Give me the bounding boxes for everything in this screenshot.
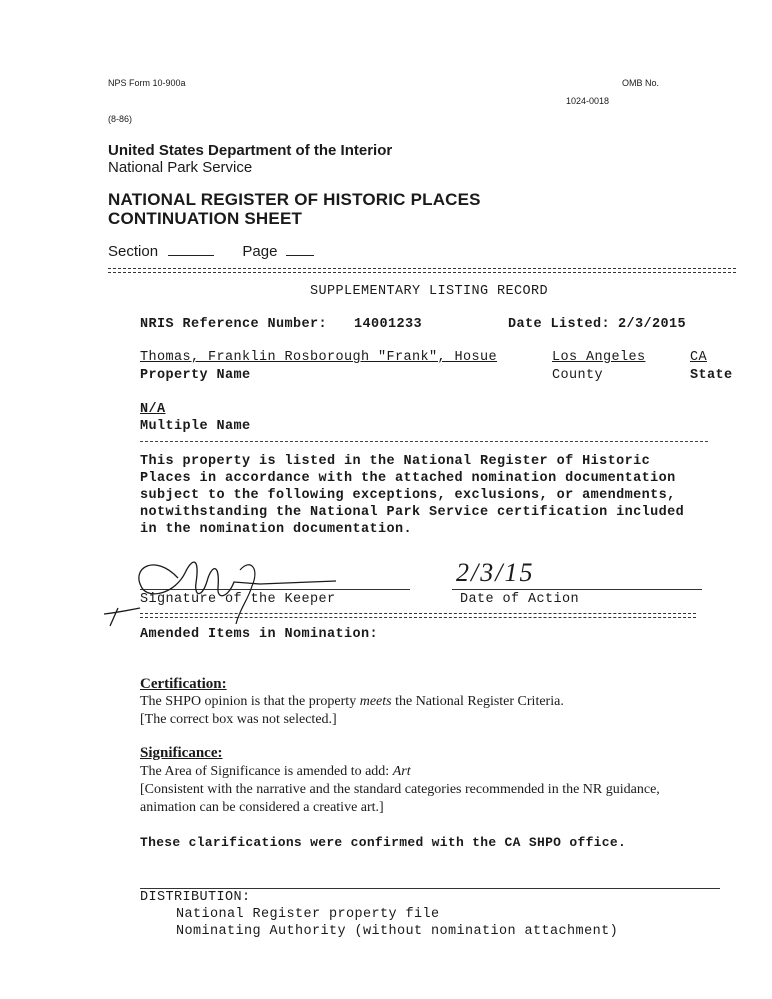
significance-heading: Significance: [140, 745, 223, 761]
property-name-value: Thomas, Franklin Rosborough "Frank", Hosue [140, 350, 498, 365]
date-signature-line [452, 589, 702, 590]
form-number: NPS Form 10-900a [108, 78, 186, 88]
page-blank [286, 243, 314, 256]
page-subtitle: CONTINUATION SHEET [108, 209, 303, 228]
statement-line-5: in the nomination documentation. [140, 522, 413, 537]
distribution-item-1: National Register property file [176, 907, 440, 922]
significance-line-3: animation can be considered a creative art.] [140, 800, 384, 815]
state-label: State [690, 368, 733, 383]
significance-line-1: The Area of Significance is amended to add: Art [140, 764, 411, 779]
handwritten-date: 2/3/15 [456, 558, 535, 587]
page-title: NATIONAL REGISTER OF HISTORIC PLACES [108, 190, 481, 209]
certification-heading: Certification: [140, 676, 227, 692]
statement-line-3: subject to the following exceptions, exclusions, or amendments, [140, 488, 676, 503]
date-listed-label: Date Listed: [508, 317, 611, 332]
significance-line-2: [Consistent with the narrative and the standard categories recommended in the NR guidance, [140, 782, 660, 797]
state-value: CA [690, 350, 708, 365]
clarification-note: These clarifications were confirmed with the CA SHPO office. [140, 835, 627, 850]
service-name: National Park Service [108, 159, 253, 176]
distribution-heading: DISTRIBUTION: [140, 890, 251, 905]
keeper-signature-label: Signature of the Keeper [140, 592, 336, 607]
double-rule [108, 268, 736, 273]
statement-line-2: Places in accordance with the attached nomination documentation [140, 471, 676, 486]
omb-number: 1024-0018 [566, 96, 610, 106]
county-label: County [552, 368, 604, 383]
nris-value: 14001233 [354, 317, 423, 332]
statement-line-4: notwithstanding the National Park Service certification included [140, 505, 685, 520]
double-rule-2 [140, 613, 696, 618]
distribution-item-2: Nominating Authority (without nomination attachment) [176, 924, 619, 939]
multiple-name-label: Multiple Name [140, 419, 251, 434]
section-blank [168, 243, 214, 256]
section-label: Section [108, 243, 159, 260]
date-of-action-label: Date of Action [460, 592, 580, 607]
property-name-label: Property Name [140, 368, 251, 383]
omb-label: OMB No. [622, 78, 660, 88]
record-heading: SUPPLEMENTARY LISTING RECORD [310, 284, 549, 299]
department-name: United States Department of the Interior [108, 142, 393, 159]
page-label: Page [242, 243, 278, 260]
section-page-row [108, 243, 314, 260]
distribution-rule [140, 888, 720, 889]
multiple-name-value: N/A [140, 402, 166, 417]
nris-label: NRIS Reference Number: [140, 317, 328, 332]
date-listed-value: 2/3/2015 [618, 317, 687, 332]
amended-heading: Amended Items in Nomination: [140, 627, 379, 642]
certification-line-2: [The correct box was not selected.] [140, 712, 337, 727]
dashed-rule [140, 441, 708, 442]
statement-line-1: This property is listed in the National Register of Historic [140, 454, 651, 469]
form-revision: (8-86) [108, 114, 133, 124]
certification-line-1: The SHPO opinion is that the property meets the National Register Criteria. [140, 694, 564, 709]
county-value: Los Angeles [552, 350, 646, 365]
